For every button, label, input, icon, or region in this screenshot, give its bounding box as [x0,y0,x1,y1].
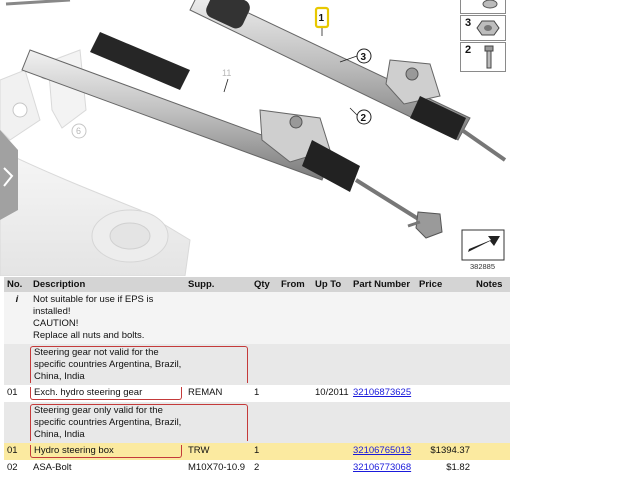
cell-supp: M10X70-10.9 [185,460,251,476]
cell-part-number [350,443,416,460]
table-row-selected[interactable] [4,443,510,460]
cell-upto [312,443,350,460]
table-row-info [4,292,510,344]
col-header-price: Price [416,277,473,292]
note-line: Steering gear not valid for the [34,347,159,358]
cell-qty: 1 [251,443,278,460]
col-header-part-number: Part Number [350,277,416,292]
cell-from [278,460,312,476]
callout-11[interactable]: 11 [222,68,232,78]
callout-2[interactable]: 2 [360,113,367,124]
hex-nut-icon [462,16,506,40]
part-number-link[interactable]: 32106773068 [353,462,412,473]
legend-number: 3 [465,17,472,29]
info-line: installed! [33,306,71,317]
cell-price [416,385,473,402]
info-note [30,292,510,344]
table-header [4,277,510,292]
info-line: Not suitable for use if EPS is [33,294,154,305]
cell-supp: REMAN [185,385,251,402]
part-number-link[interactable]: 32106873625 [353,387,412,398]
cell-upto [312,460,350,476]
washer-icon [462,0,506,13]
cell-from [278,443,312,460]
note-line: specific countries Argentina, Brazil, [34,359,182,370]
note-line: specific countries Argentina, Brazil, [34,417,182,428]
cell-no: 02 [4,460,30,476]
cell-notes [473,460,510,476]
col-header-description: Description [30,277,185,292]
diagram-ref-code: 382885 [470,262,496,271]
parts-table [4,277,510,476]
legend-item-2[interactable] [460,42,506,72]
table-row[interactable] [4,385,510,402]
col-header-qty: Qty [251,277,278,292]
info-line: Replace all nuts and bolts. [33,330,145,341]
table-row[interactable] [4,460,510,476]
legend-number: 2 [465,44,472,56]
callout-6: 6 [76,126,82,136]
info-icon: i [4,292,30,344]
cell-part-number [350,460,416,476]
bolt-icon [462,43,506,71]
info-line: CAUTION! [33,318,79,329]
legend-item-partial[interactable] [460,0,506,14]
table-row-validity-note [4,344,510,385]
col-header-from: From [278,277,312,292]
cell-description: Exch. hydro steering gear [30,385,185,402]
cell-from [278,385,312,402]
cell-part-number [350,385,416,402]
cell-price: $1394.37 [416,443,473,460]
note-line: China, India [34,371,85,382]
legend-item-3[interactable] [460,15,506,41]
callout-3[interactable]: 3 [360,52,367,63]
callout-1[interactable]: 1 [318,13,325,24]
col-header-notes: Notes [473,277,510,292]
col-header-upto: Up To [312,277,350,292]
cell-upto: 10/2011 [312,385,350,402]
cell-no: 01 [4,385,30,402]
note-line: Steering gear only valid for the [34,405,163,416]
cell-supp: TRW [185,443,251,460]
cell-notes [473,385,510,402]
part-number-link[interactable]: 32106765013 [353,445,412,456]
cell-description: ASA-Bolt [30,460,185,476]
cell-qty: 2 [251,460,278,476]
validity-note [30,344,251,385]
cell-no: 01 [4,443,30,460]
cell-notes [473,443,510,460]
col-header-supp: Supp. [185,277,251,292]
reference-arrow-icon [462,230,504,260]
cell-description: Hydro steering box [30,443,185,460]
note-line: China, India [34,429,85,440]
table-row-validity-note [4,402,510,443]
validity-note [30,402,251,443]
cell-qty: 1 [251,385,278,402]
col-header-no: No. [4,277,30,292]
cell-price: $1.82 [416,460,473,476]
